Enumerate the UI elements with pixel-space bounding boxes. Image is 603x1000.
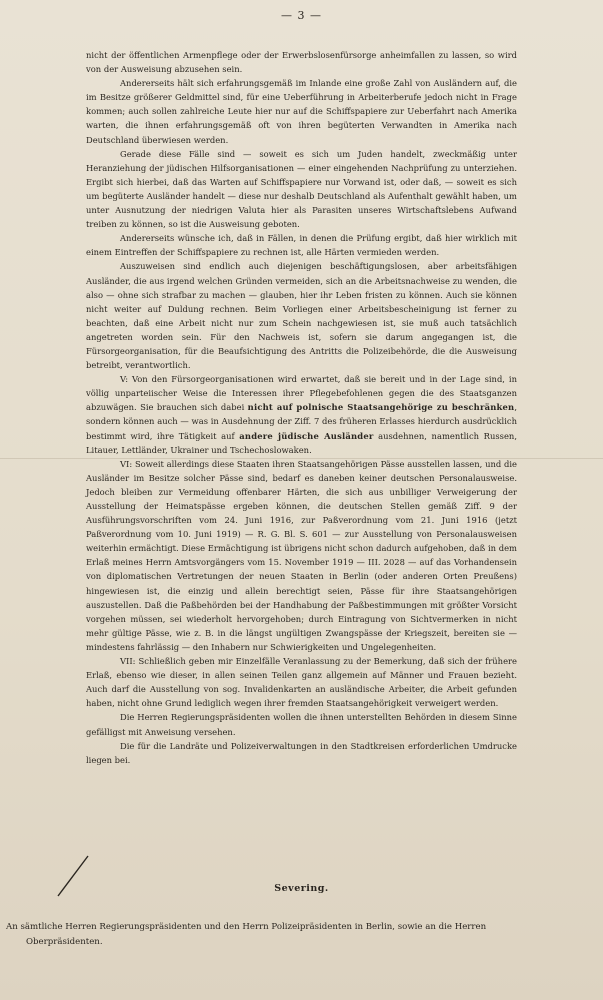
page-number: — 3 — — [281, 9, 322, 22]
addressee-line-1: An sämtliche Herren Regierungspräsidenten und den Herrn Polizeipräsidenten in Berlin, sowie an die Herren — [6, 922, 487, 932]
section-vii: VII: Schließlich geben mir Einzelfälle Veranlassung zu der Bemerkung, daß sich der frühere Erlaß, ebenso wie dieser, in allen seinen Teilen ganz allgemein auf Männer und Frauen bezieht. Auch darf die Ausstellung von sog. Invalidenkarten an ausländische Arbeiter, die Arbeit gefunden haben, nicht ohne Grund lediglich wegen ihrer fremden Staatsangehörigkeit verweigert werden. — [86, 656, 517, 709]
paragraph-1: nicht der öffentlichen Armenpflege oder der Erwerbslosenfürsorge anheimfallen zu lassen, so wird von der Ausweisung abzusehen sein. — [86, 50, 517, 75]
body-text — [86, 48, 517, 767]
paragraph-5: Auszuweisen sind endlich auch diejenigen beschäftigungslosen, aber arbeitsfähigen Ausländer, die aus irgend welchen Gründen vermeiden, sich an die Arbeitsnachweise zu wenden, die also — ohne sich strafbar zu machen — glauben, hier ihr Leben fristen zu können. Auch sie können nicht weiter auf Duldung rechnen. Beim Vorliegen einer Arbeitsbescheinigung ist ferner zu beachten, daß eine Arbeit nicht nur zum Schein nachgewiesen ist, sie muß auch tatsächlich angetreten worden sein. Für den Nachweis ist, sofern sie darum angegangen ist, die Fürsorgeorganisation, für die Beaufsichtigung des Antritts die Polizeibehörde, die die Ausweisung betreibt, verantwortlich. — [86, 261, 517, 371]
emphasis-2: andere jüdische Ausländer — [239, 430, 374, 441]
paragraph-2: Andererseits hält sich erfahrungsgemäß im Inlande eine große Zahl von Ausländern auf, die im Besitze größerer Geldmittel sind, für eine Ueberführung in Arbeiterberufe jedoch nicht in Frage kommen; auch sollen zahlreiche Leute hier nur auf die Schiffspapiere zur Ueberfahrt nach Amerika warten, die ihnen erfahrungsgemäß oft von ihren begüterten Verwandten in Amerika nach Deutschland überwiesen werden. — [86, 78, 517, 145]
paragraph-3: Gerade diese Fälle sind — soweit es sich um Juden handelt, zweckmäßig unter Heranziehung der jüdischen Hilfsorganisationen — einer eingehenden Nachprüfung zu unterziehen. Ergibt sich hierbei, daß das Warten auf Schiffspapiere nur Vorwand ist, oder daß, — soweit es sich um begüterte Ausländer handelt — diese nur deshalb Deutschland als Aufenthalt gewählt haben, um unter Ausnutzung der niedrigen Valuta hier als Parasiten unseres Wirtschaftslebens Aufwand treiben zu können, so ist die Ausweisung geboten. — [86, 148, 517, 230]
signature: Severing. — [274, 883, 329, 894]
paragraph-enclosures: Die für die Landräte und Polizeiverwaltungen in den Stadtkreisen erforderlichen Umdrucke liegen bei. — [86, 740, 517, 765]
addressee-block — [6, 920, 516, 950]
section-v: V: Von den Fürsorgeorganisationen wird erwartet, daß sie bereit und in der Lage sind, in völlig unparteiischer Weise die Interessen ihrer Pflegebefohlenen gegen die des Staatsganzen abzuwägen. Sie brauchen sich dabei nicht auf polnische Staatsangehörige zu beschränken, sondern können auch — was in Ausdehnung der Ziff. 7 des früheren Erlasses hierdurch ausdrücklich bestimmt wird, ihre Tätigkeit auf andere jüdische Ausländer ausdehnen, namentlich Russen, Litauer, Lettländer, Ukrainer und Tschechoslowaken. — [86, 374, 517, 455]
addressee-line-2: Oberpräsidenten. — [26, 937, 103, 947]
emphasis-1: nicht auf polnische Staatsangehörige zu beschränken — [247, 402, 515, 413]
section-vi: VI: Soweit allerdings diese Staaten ihren Staatsangehörigen Pässe ausstellen lassen, und die Ausländer im Besitze solcher Pässe sind, bedarf es daneben keiner deutschen Personalausweise. Jedoch bleiben zur Vermeidung offenbarer Härten, die sich aus unbilliger Verweigerung der Ausstellung der Heimatspässe ergeben können, die deutschen Stellen gemäß Ziff. 9 der Ausführungsvorschriften vom 24. Juni 1916, zur Paßverordnung vom 21. Juni 1916 (jetzt Paßverordnung vom 10. Juni 1919) — R. G. Bl. S. 601 — zur Ausstellung von Personalausweisen weiterhin ermächtigt. Diese Ermächtigung ist übrigens nicht schon dadurch aufgehoben, daß in dem Erlaß meines Herrn Amtsvorgängers vom 15. November 1919 — III. 2028 — auf das Vorhandensein von diplomatischen Vertretungen der neuen Staaten in Berlin (oder anderen Orten Preußens) hingewiesen ist, die einzig und allein berechtigt seien, Pässe für ihre Staatsangehörigen auszustellen. Daß die Paßbehörden bei der Handhabung der Paßbestimmungen mit größter Vorsicht vorgehen müssen, sei wiederholt hervorgehoben; durch Eintragung von Sichtvermerken in nicht mehr gültige Pässe, wie z. B. in die längst ungültigen Zwangspässe der Kriegszeit, bereiten sie — mindestens fahrlässig — den Inhabern nur Schwierigkeiten und Ungelegenheiten. — [86, 458, 517, 652]
paragraph-4: Andererseits wünsche ich, daß in Fällen, in denen die Prüfung ergibt, daß hier wirklich mit einem Eintreffen der Schiffspapiere zu rechnen ist, alle Härten vermieden werden. — [86, 233, 517, 258]
paragraph-instructions: Die Herren Regierungspräsidenten wollen die ihnen unterstellten Behörden in diesem Sinne gefälligst mit Anweisung versehen. — [86, 712, 517, 737]
